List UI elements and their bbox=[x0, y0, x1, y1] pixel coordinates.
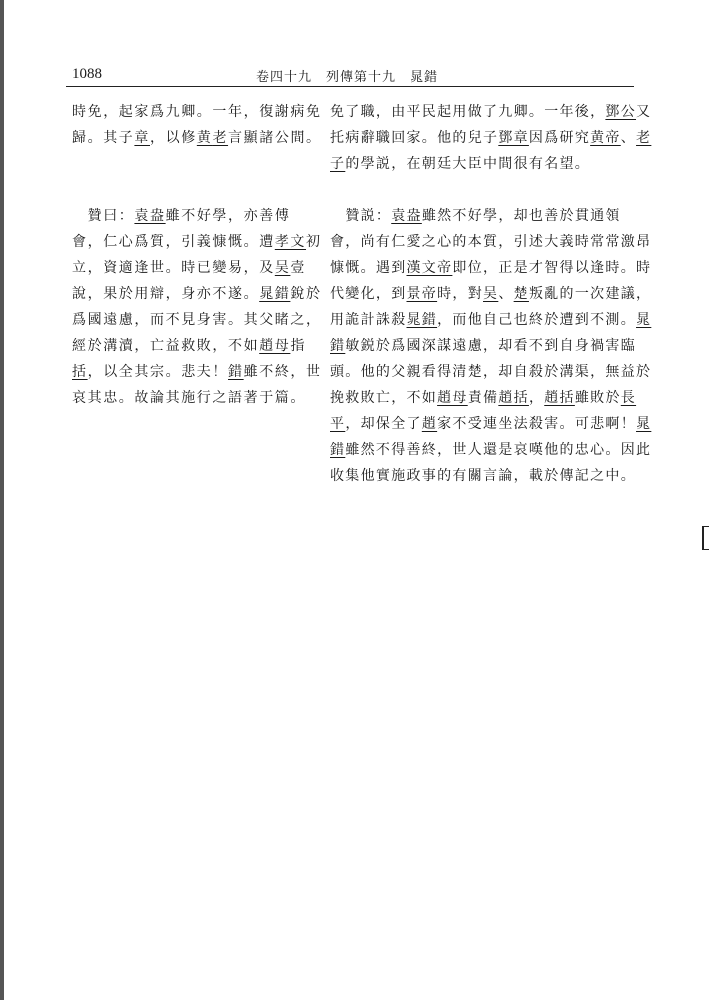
text-line: 哀其忠。故論其施行之語著于篇。 bbox=[72, 390, 306, 406]
text-line: 爲國遠慮，而不見身害。其父睹之， bbox=[72, 312, 322, 328]
text-line: 經於溝瀆，亡益救敗，不如趙母指 bbox=[72, 338, 307, 354]
text-line: 用詭計誅殺晁錯，而他自己也終於遭到不測。晁 bbox=[330, 312, 652, 328]
text-line: 頭。他的父親看得清楚，却自殺於溝渠，無益於 bbox=[330, 364, 652, 380]
proper-name: 鄧章 bbox=[498, 130, 529, 146]
proper-name: 子 bbox=[330, 156, 346, 172]
text-line: 歸。其子章，以修黄老言顯諸公間。 bbox=[72, 130, 322, 146]
proper-name: 黄 bbox=[196, 130, 213, 146]
paragraph-gap bbox=[330, 179, 635, 205]
text-line: 錯敏鋭於爲國深謀遠慮，却看不到自身禍害臨 bbox=[330, 338, 637, 354]
text-line: 贊説：袁盎雖然不好學，却也善於貫通領 bbox=[345, 208, 621, 224]
proper-name: 漢文帝 bbox=[406, 260, 453, 276]
text-line: 會，尚有仁愛之心的本質，引述大義時常常激昂 bbox=[330, 234, 652, 250]
proper-name: 晁錯 bbox=[406, 312, 438, 328]
proper-name: 括 bbox=[72, 364, 88, 380]
text-line: 托病辭職回家。他的兒子鄧章因爲研究黄帝、老 bbox=[330, 130, 652, 146]
proper-name: 平 bbox=[330, 416, 346, 432]
proper-name: 吴 bbox=[483, 286, 499, 302]
text-line: 贊曰：袁盎雖不好學，亦善傅 bbox=[87, 208, 291, 224]
text-line: 時免，起家爲九卿。一年，復謝病免 bbox=[72, 104, 322, 120]
proper-name: 晁 bbox=[636, 416, 652, 432]
proper-name: 鄧公 bbox=[605, 104, 637, 120]
text-line: 會，仁心爲質，引義慷慨。遭孝文初 bbox=[72, 234, 322, 250]
proper-name: 章 bbox=[134, 130, 151, 146]
text-line: 代變化，到景帝時，對吴、楚叛亂的一次建議， bbox=[330, 286, 652, 302]
scan-edge-bracket bbox=[702, 526, 709, 550]
proper-name: 錯 bbox=[330, 338, 346, 354]
text-line: 收集他實施政事的有關言論，載於傳記之中。 bbox=[330, 468, 636, 484]
proper-name: 景帝 bbox=[406, 286, 438, 302]
proper-name: 老 bbox=[636, 130, 652, 146]
proper-name: 趙括 bbox=[498, 390, 529, 406]
page-spine-edge bbox=[0, 0, 4, 1000]
paragraph-gap bbox=[72, 153, 300, 205]
text-line: 挽救敗亡，不如趙母責備趙括，趙括雖敗於長 bbox=[330, 390, 637, 406]
text-line: 立，資適逢世。時已變易，及吴壹 bbox=[72, 260, 307, 276]
proper-name: 袁盎 bbox=[134, 208, 166, 224]
proper-name: 晁錯 bbox=[259, 286, 291, 302]
proper-name: 趙括 bbox=[544, 390, 575, 406]
page-number: 1088 bbox=[72, 66, 102, 82]
text-line: 子的學説，在朝廷大臣中間很有名望。 bbox=[330, 156, 591, 172]
text-line: 平，却保全了趙家不受連坐法殺害。可悲啊！晁 bbox=[330, 416, 652, 432]
proper-name: 吴 bbox=[274, 260, 291, 276]
proper-name: 黄帝 bbox=[590, 130, 621, 146]
running-title: 卷四十九 列傳第十九 晁錯 bbox=[256, 70, 439, 85]
text-line: 說，果於用辯，身亦不遂。晁錯銳於 bbox=[72, 286, 322, 302]
proper-name: 老 bbox=[212, 130, 229, 146]
proper-name: 孝文 bbox=[274, 234, 307, 250]
proper-name: 錯 bbox=[330, 442, 346, 458]
proper-name: 趙母 bbox=[437, 390, 468, 406]
text-line: 免了職，由平民起用做了九卿。一年後，鄧公又 bbox=[330, 104, 652, 120]
text-line: 括，以全其宗。悲夫！錯雖不終，世 bbox=[72, 364, 322, 380]
proper-name: 晁 bbox=[636, 312, 652, 328]
proper-name: 楚 bbox=[513, 286, 529, 302]
text-line: 錯雖然不得善終，世人還是哀嘆他的忠心。因此 bbox=[330, 442, 652, 458]
page-header bbox=[66, 64, 634, 87]
classical-text-column bbox=[72, 101, 322, 413]
proper-name: 趙 bbox=[421, 416, 438, 432]
proper-name: 錯 bbox=[228, 364, 244, 380]
proper-name: 長 bbox=[620, 390, 637, 406]
proper-name: 袁盎 bbox=[391, 208, 422, 224]
translation-text-column bbox=[330, 101, 652, 491]
text-line: 慷慨。遇到漢文帝即位，正是才智得以逢時。時 bbox=[330, 260, 652, 276]
proper-name: 趙母 bbox=[259, 338, 291, 354]
